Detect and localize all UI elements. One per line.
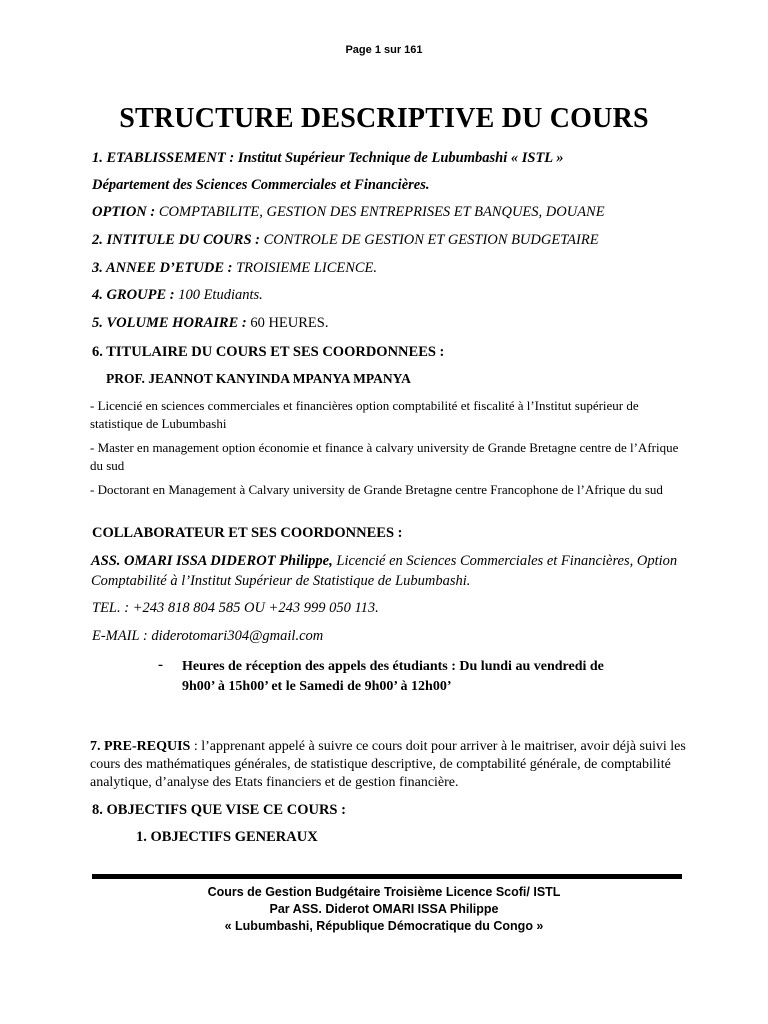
qualification-3: - Doctorant en Management à Calvary university de Grande Bretagne centre Francophone de l’Afrique du sud xyxy=(90,482,663,497)
intitule-label: 2. INTITULE DU COURS : xyxy=(92,232,260,248)
qualification-1: - Licencié en sciences commerciales et financières option comptabilité et fiscalité à l’Institut supérieur de statistique de Lubumbashi xyxy=(90,398,639,431)
objectifs-heading: 8. OBJECTIFS QUE VISE CE COURS : xyxy=(92,802,346,818)
footer-line-1: Cours de Gestion Budgétaire Troisième Licence Scofi/ ISTL xyxy=(207,885,561,899)
volume-value: 60 HEURES. xyxy=(246,315,329,331)
reception-bullet: - xyxy=(158,657,163,673)
reception-line-2: 9h00’ à 15h00’ et le Samedi de 9h00’ à 12h00’ xyxy=(182,679,452,694)
document-title: STRUCTURE DESCRIPTIVE DU COURS xyxy=(119,103,649,134)
volume-label: 5. VOLUME HORAIRE : xyxy=(92,315,247,331)
etablissement-line: 1. ETABLISSEMENT : Institut Supérieur Technique de Lubumbashi « ISTL » xyxy=(92,150,564,166)
departement-line: Département des Sciences Commerciales et Financières. xyxy=(92,177,430,193)
intitule-value: CONTROLE DE GESTION ET GESTION BUDGETAIRE xyxy=(259,232,599,248)
groupe-label: 4. GROUPE : xyxy=(92,287,175,303)
reception-line-1: Heures de réception des appels des étudiants : Du lundi au vendredi de xyxy=(182,659,604,674)
prerequis-text: : l’apprenant appelé à suivre ce cours doit pour arriver à le maitriser, avoir déjà suivi les cours des mathématiques générales, de statistique descriptive, de comptabilité générale, de comptabilité analytique, d’analyse des Etats financiers et de gestion financière. xyxy=(90,739,686,790)
prerequis-paragraph xyxy=(90,738,690,792)
groupe-line xyxy=(92,287,692,304)
option-line xyxy=(92,204,692,221)
annee-value: TROISIEME LICENCE. xyxy=(232,260,378,276)
objectifs-generaux: 1. OBJECTIFS GENERAUX xyxy=(136,829,318,845)
qualification-2: - Master en management option économie et finance à calvary university de Grande Bretagne centre de l’Afrique du sud xyxy=(90,440,679,473)
footer-line-2: Par ASS. Diderot OMARI ISSA Philippe xyxy=(269,902,499,916)
collaborateur-name: ASS. OMARI ISSA DIDEROT Philippe, xyxy=(91,553,333,569)
option-value: COMPTABILITE, GESTION DES ENTREPRISES ET BANQUES, DOUANE xyxy=(155,204,605,220)
footer-rule xyxy=(92,874,682,879)
volume-line xyxy=(92,315,692,332)
collaborateur-email: E-MAIL : diderotomari304@gmail.com xyxy=(92,628,324,644)
collaborateur-tel: TEL. : +243 818 804 585 OU +243 999 050 113. xyxy=(92,600,379,616)
footer-line-3: « Lubumbashi, République Démocratique du Congo » xyxy=(224,919,544,933)
collaborateur-block xyxy=(91,551,691,591)
collaborateur-heading: COLLABORATEUR ET SES COORDONNEES : xyxy=(92,525,403,541)
groupe-value: 100 Etudiants. xyxy=(174,287,263,303)
intitule-line xyxy=(92,232,692,249)
titulaire-heading: 6. TITULAIRE DU COURS ET SES COORDONNEES : xyxy=(92,344,445,360)
prerequis-label: 7. PRE-REQUIS xyxy=(90,739,191,754)
prof-name: PROF. JEANNOT KANYINDA MPANYA MPANYA xyxy=(106,371,411,386)
annee-line xyxy=(92,260,692,277)
collaborateur-desc: Licencié en Sciences Commerciales et Financières, Option Comptabilité à l’Institut Supérieur de Statistique de Lubumbashi. xyxy=(91,553,678,589)
page-number: Page 1 sur 161 xyxy=(345,44,423,56)
annee-label: 3. ANNEE D’ETUDE : xyxy=(92,260,233,276)
option-label: OPTION : xyxy=(92,204,156,220)
